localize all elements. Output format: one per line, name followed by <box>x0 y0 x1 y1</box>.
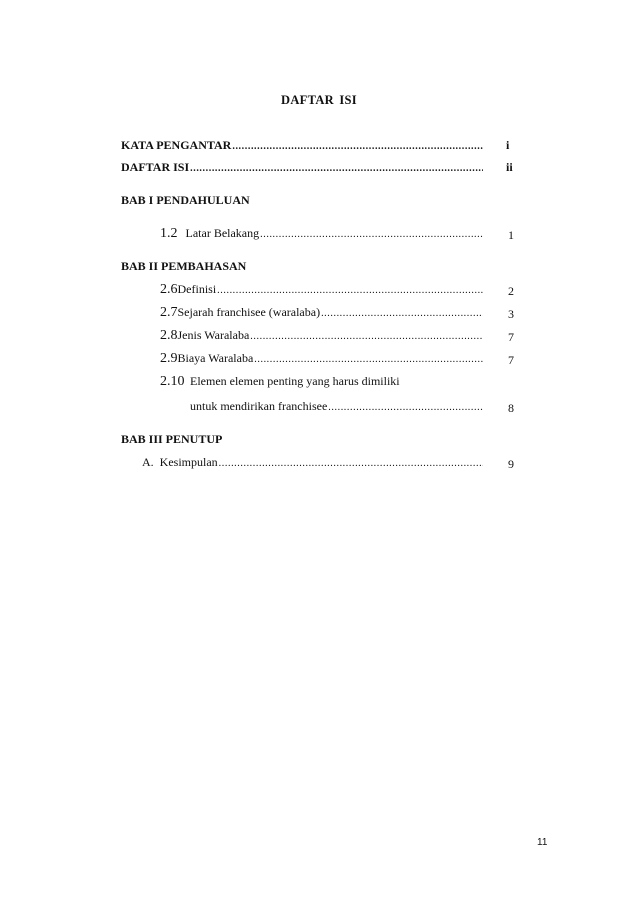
toc-entry-2-6[interactable] <box>160 282 483 298</box>
toc-entry-daftar-isi[interactable] <box>121 160 483 175</box>
item-letter: A. <box>142 455 154 469</box>
toc-page-daftar-isi: ii <box>506 160 513 174</box>
dot-leader <box>260 230 483 240</box>
toc-entry-kata-pengantar[interactable] <box>121 138 483 153</box>
toc-page-2-8: 7 <box>508 330 514 344</box>
toc-entry-2-10-continuation[interactable] <box>190 399 483 414</box>
toc-entry-a-kesimpulan[interactable] <box>142 455 483 470</box>
toc-entry-label: Jenis Waralaba <box>177 328 250 342</box>
section-number: 1.2 <box>160 226 178 241</box>
toc-entry-label: Biaya Waralaba <box>177 351 254 365</box>
toc-page-kata-pengantar: i <box>506 138 510 152</box>
toc-entry-label: Sejarah franchisee (waralaba) <box>177 305 321 319</box>
toc-entry-2-7[interactable] <box>160 305 483 321</box>
toc-entry-label: DAFTAR ISI <box>121 160 190 174</box>
toc-entry-2-8[interactable] <box>160 328 483 344</box>
section-number: 2.8 <box>160 328 178 343</box>
page-number: 11 <box>537 837 548 848</box>
toc-page-2-9: 7 <box>508 353 514 367</box>
toc-entry-label: KATA PENGANTAR <box>121 138 232 152</box>
section-number: 2.10 <box>160 374 185 389</box>
toc-page-2-10: 8 <box>508 401 514 415</box>
section-number: 2.7 <box>160 305 178 320</box>
dot-leader <box>217 286 483 296</box>
chapter-heading-bab3: BAB III PENUTUP <box>121 432 223 446</box>
toc-entry-2-9[interactable] <box>160 351 483 367</box>
dot-leader <box>232 142 483 152</box>
toc-entry-label: Elemen elemen penting yang harus dimiliki <box>190 374 400 388</box>
dot-leader <box>250 332 483 342</box>
toc-entry-label: Latar Belakang <box>185 226 260 240</box>
section-number: 2.9 <box>160 351 178 366</box>
toc-page-2-6: 2 <box>508 284 514 298</box>
toc-entry-label: untuk mendirikan franchisee <box>190 399 328 413</box>
dot-leader <box>321 309 483 319</box>
dot-leader <box>190 164 483 174</box>
chapter-heading-bab1: BAB I PENDAHULUAN <box>121 193 250 207</box>
toc-page-kesimpulan: 9 <box>508 457 514 471</box>
toc-entry-label: Kesimpulan <box>159 455 218 469</box>
toc-page-2-7: 3 <box>508 307 514 321</box>
toc-page-1-2: 1 <box>508 228 514 242</box>
section-number: 2.6 <box>160 282 178 297</box>
dot-leader <box>219 459 483 469</box>
dot-leader <box>328 403 483 413</box>
dot-leader <box>254 355 483 365</box>
toc-entry-1-2[interactable] <box>160 226 483 242</box>
toc-entry-2-10-first-line[interactable] <box>160 374 400 390</box>
page-title: DAFTAR ISI <box>281 93 357 107</box>
chapter-heading-bab2: BAB II PEMBAHASAN <box>121 259 247 273</box>
toc-entry-label: Definisi <box>177 282 217 296</box>
